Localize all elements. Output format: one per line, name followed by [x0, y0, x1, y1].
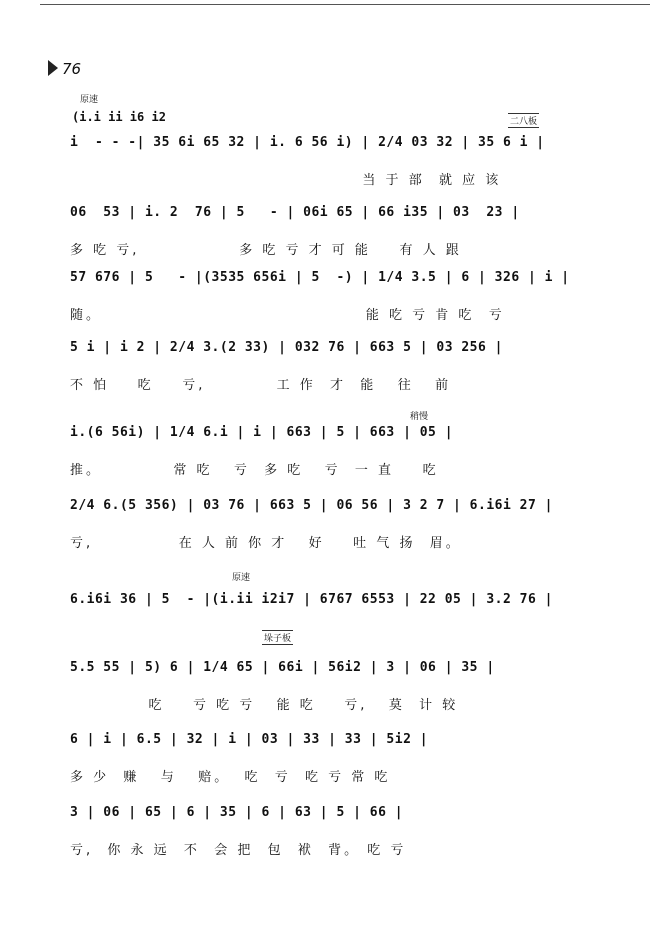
- page-marker-icon: [48, 60, 58, 76]
- intro-tempo: 原速: [80, 95, 99, 105]
- lyrics-line: 随。 能 吃 亏 肯 吃 亏: [70, 308, 505, 323]
- lyrics-line: 吃 亏 吃 亏 能 吃 亏, 莫 计 较: [70, 698, 459, 713]
- notation-line: 6 | i | 6.5 | 32 | i | 03 | 33 | 33 | 5i2 |: [70, 732, 429, 747]
- notation-line: 2/4 6.(5 356) | 03 76 | 663 5 | 06 56 | 3 2 7 | 6.i6i 27 |: [70, 498, 553, 513]
- notation-line: 6.i6i 36 | 5 - |(i.ii i2i7 | 6767 6553 | 22 05 | 3.2 76 |: [70, 592, 553, 607]
- lyrics-line: 亏, 在 人 前 你 才 好 吐 气 扬 眉。: [70, 536, 462, 551]
- lyrics-line: 多 吃 亏, 多 吃 亏 才 可 能 有 人 跟: [70, 243, 462, 258]
- lyrics-line: 多 少 赚 与 赔。 吃 亏 吃 亏 常 吃: [70, 770, 391, 785]
- notation-line: i.(6 56i) | 1/4 6.i | i | 663 | 5 | 663 | 05 |: [70, 425, 454, 440]
- notation-line: i - - -| 35 6i 65 32 | i. 6 56 i) | 2/4 03 32 | 35 6 i |: [70, 135, 545, 150]
- lyrics-line: 亏, 你 永 远 不 会 把 包 袱 背。 吃 亏: [70, 843, 407, 858]
- tempo-mark: 稍慢: [410, 412, 429, 422]
- section-label: 垛子板: [262, 630, 293, 645]
- notation-line: 5.5 55 | 5) 6 | 1/4 65 | 66i | 56i2 | 3 | 06 | 35 |: [70, 660, 495, 675]
- top-rule: [40, 4, 650, 5]
- page-number: 76: [62, 60, 82, 78]
- lyrics-line: 推。 常 吃 亏 多 吃 亏 一 直 吃: [70, 463, 439, 478]
- lyrics-line: 不 怕 吃 亏, 工 作 才 能 往 前: [70, 378, 452, 393]
- notation-line: 06 53 | i. 2 76 | 5 - | 06i 65 | 66 i35 | 03 23 |: [70, 205, 520, 220]
- notation-line: 3 | 06 | 65 | 6 | 35 | 6 | 63 | 5 | 66 |: [70, 805, 404, 820]
- tempo-mark: 原速: [232, 573, 251, 583]
- intro-notes: (i.i ii i6 i2: [72, 110, 166, 124]
- section-label: 二八板: [508, 113, 539, 128]
- notation-line: 57 676 | 5 - |(3535 656i | 5 -) | 1/4 3.5 | 6 | 326 | i |: [70, 270, 570, 285]
- lyrics-line: 当 于 部 就 应 该: [70, 173, 502, 188]
- notation-line: 5 i | i 2 | 2/4 3.(2 33) | 032 76 | 663 5 | 03 256 |: [70, 340, 503, 355]
